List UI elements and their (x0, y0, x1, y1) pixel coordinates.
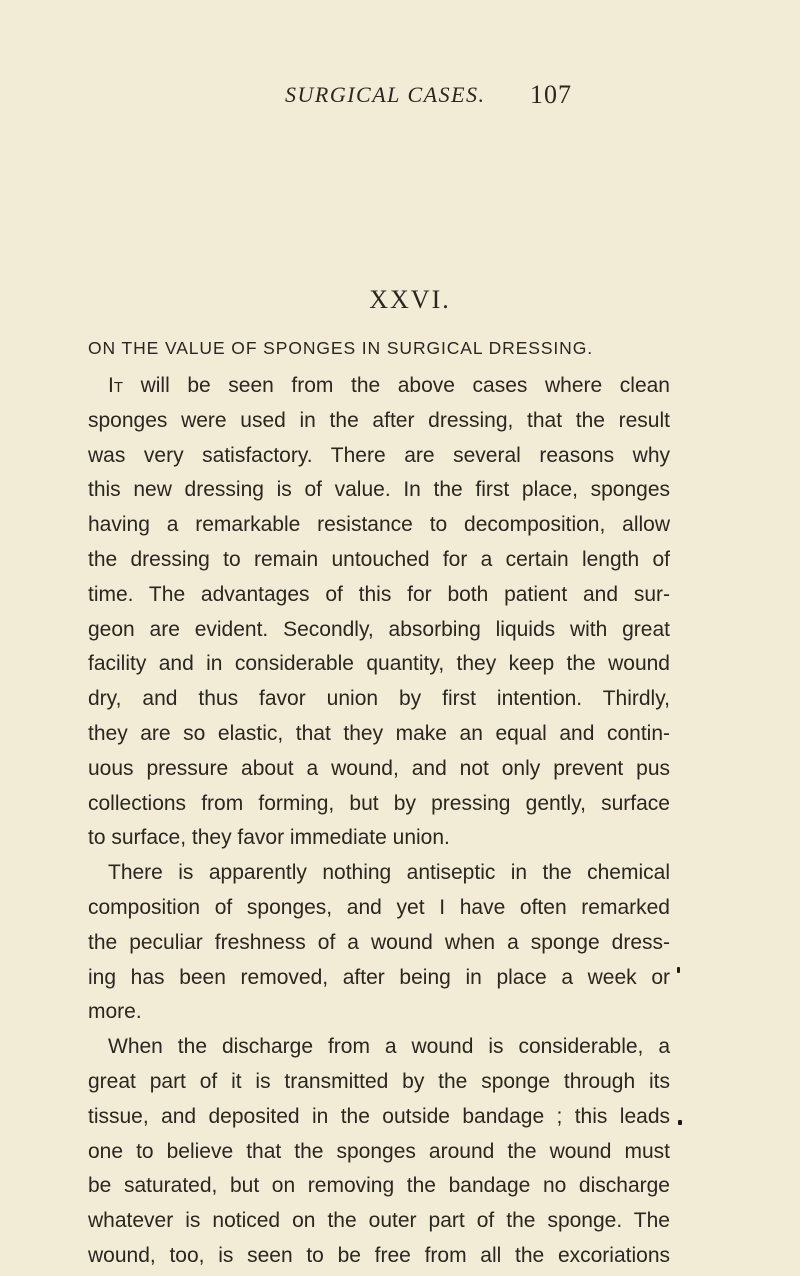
text-line: having a remarkable resistance to decomposition, allow (88, 513, 670, 537)
text-line: geon are evident. Secondly, absorbing liquids with great (88, 617, 670, 641)
text-line: more. (88, 1000, 142, 1024)
text-line: great part of it is transmitted by the sponge through its (88, 1069, 670, 1093)
text-line: There is apparently nothing antiseptic in the chemical (108, 861, 670, 885)
text-line: to surface, they favor immediate union. (88, 826, 450, 850)
text-line: uous pressure about a wound, and not only prevent pus (88, 756, 670, 780)
text-line: When the discharge from a wound is considerable, a (108, 1035, 670, 1059)
text-line: composition of sponges, and yet I have often remarked (88, 895, 670, 919)
text-line (88, 369, 670, 404)
text-line: the dressing to remain untouched for a certain length of (88, 547, 670, 571)
chapter-heading: ON THE VALUE OF SPONGES IN SURGICAL DRESSING. (88, 338, 593, 358)
margin-ink-mark (678, 1120, 682, 1125)
line-rest: will be seen from the above cases where clean (123, 374, 670, 397)
text-line: facility and in considerable quantity, they keep the wound (88, 652, 670, 676)
text-line: dry, and thus favor union by first intention. Thirdly, (88, 687, 670, 711)
text-line: they are so elastic, that they make an equal and contin- (88, 721, 670, 745)
text-line: tissue, and deposited in the outside bandage ; this leads (88, 1104, 670, 1128)
text-line: be saturated, but on removing the bandage no discharge (88, 1174, 670, 1198)
text-line: ing has been removed, after being in place a week or (88, 965, 670, 989)
text-line: time. The advantages of this for both patient and sur- (88, 582, 670, 606)
chapter-numeral: XXVI. (369, 285, 451, 314)
drop-word: It (108, 374, 123, 397)
running-head (0, 82, 800, 122)
text-line: this new dressing is of value. In the first place, sponges (88, 478, 670, 502)
text-line: was very satisfactory. There are several reasons why (88, 443, 670, 467)
margin-ink-mark (677, 967, 680, 973)
text-line: sponges were used in the after dressing, that the result (88, 408, 670, 432)
running-title: SURGICAL CASES. (285, 82, 486, 107)
text-line: the peculiar freshness of a wound when a sponge dress- (88, 930, 670, 954)
text-line: collections from forming, but by pressing gently, surface (88, 791, 670, 815)
body-text (88, 369, 670, 1274)
text-line: whatever is noticed on the outer part of the sponge. The (88, 1209, 670, 1233)
page-number: 107 (530, 80, 572, 109)
text-line: wound, too, is seen to be free from all the excoriations (88, 1243, 670, 1267)
text-line: one to believe that the sponges around the wound must (88, 1139, 670, 1163)
